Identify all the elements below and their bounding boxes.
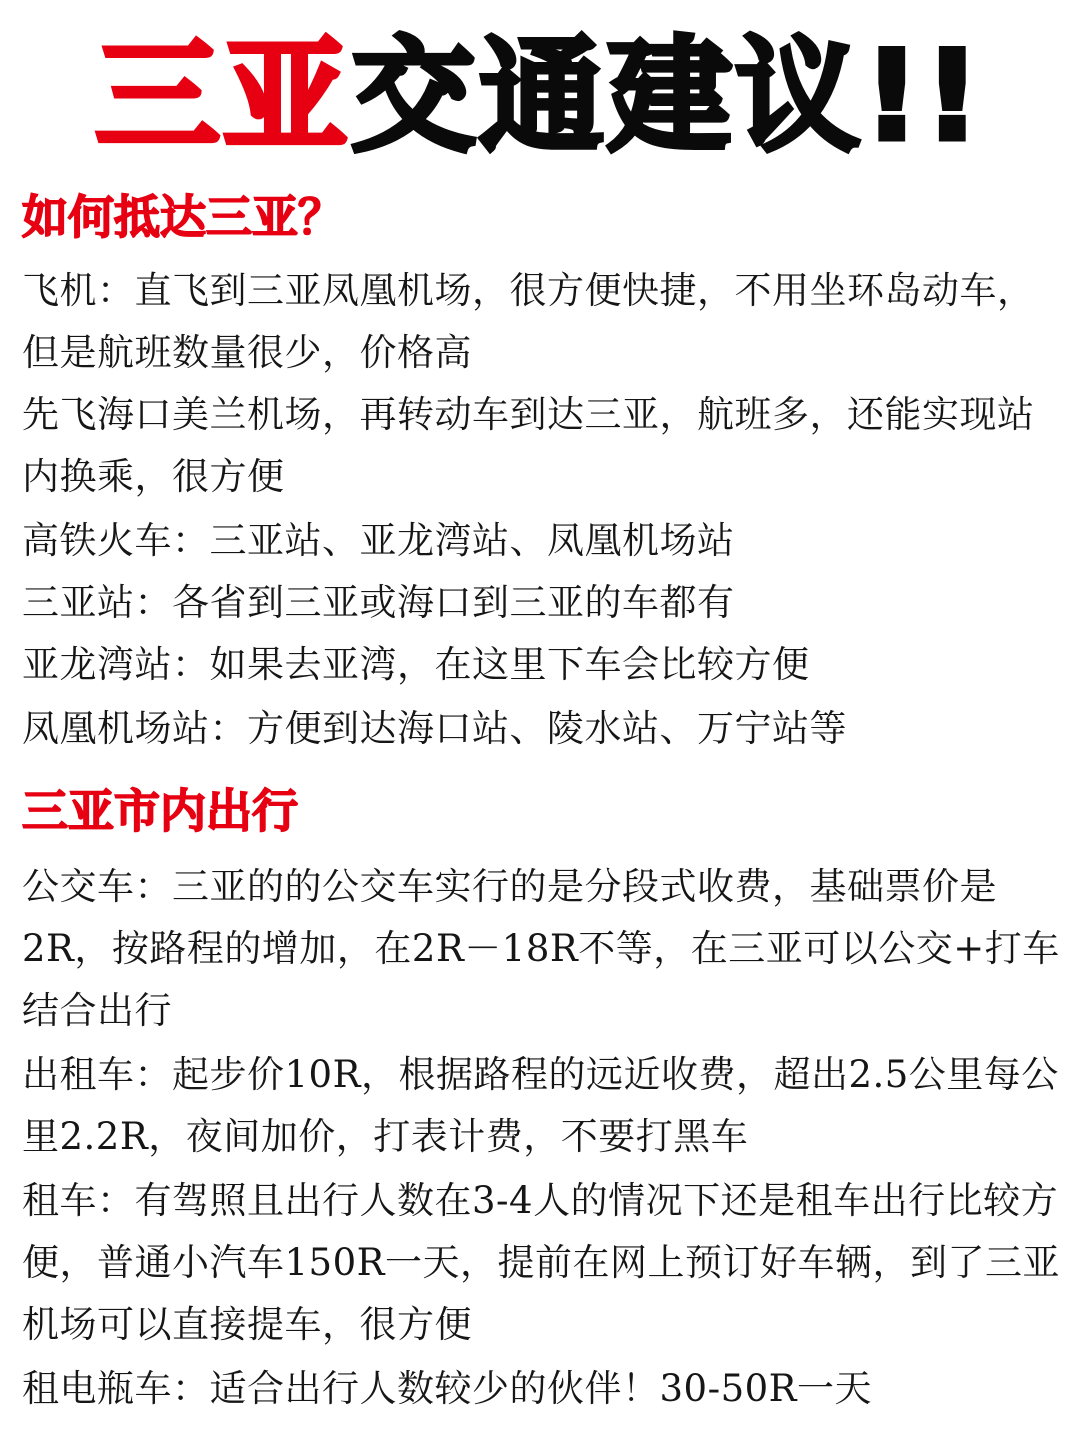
paragraph-ebike-rental: 租电瓶车：适合出行人数较少的伙伴！30-50R一天 — [22, 1367, 873, 1410]
page-title — [0, 22, 1080, 172]
paragraph-bus: 公交车：三亚的的公交车实行的是分段式收费，基础票价是2R，按路程的增加，在2R－18R不等，在三亚可以公交+打车结合出行 — [22, 865, 1060, 1032]
title-black-part: 交通建议!! — [351, 25, 985, 169]
paragraph-sanya-station: 三亚站：各省到三亚或海口到三亚的车都有 — [22, 581, 735, 624]
paragraph-yalongwan-station: 亚龙湾站：如果去亚湾，在这里下车会比较方便 — [22, 643, 810, 686]
section-heading-arrival: 如何抵达三亚？ — [22, 190, 344, 244]
title-red-part: 三亚 — [95, 25, 352, 169]
paragraph-taxi: 出租车：起步价10R，根据路程的远近收费，超出2.5公里每公里2.2R，夜间加价，打表计费，不要打黑车 — [22, 1053, 1059, 1158]
paragraph-plane-direct: 飞机：直飞到三亚凤凰机场，很方便快捷，不用坐环岛动车，但是航班数量很少，价格高 — [22, 269, 1035, 374]
paragraph-car-rental: 租车：有驾照且出行人数在3-4人的情况下还是租车出行比较方便，普通小汽车150R一天，提前在网上预订好车辆，到了三亚机场可以直接提车，很方便 — [22, 1179, 1060, 1346]
section-heading-city-travel: 三亚市内出行 — [22, 784, 298, 838]
paragraph-airport-station: 凤凰机场站：方便到达海口站、陵水站、万宁站等 — [22, 707, 847, 750]
paragraph-plane-haikou: 先飞海口美兰机场，再转动车到达三亚，航班多，还能实现站内换乘，很方便 — [22, 393, 1035, 498]
paragraph-train-stations: 高铁火车：三亚站、亚龙湾站、凤凰机场站 — [22, 519, 735, 562]
